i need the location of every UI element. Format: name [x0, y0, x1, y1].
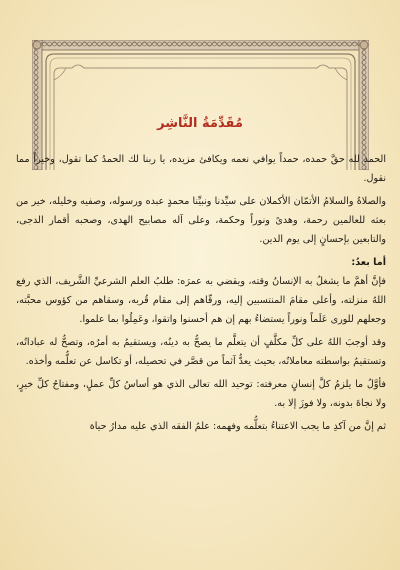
page-title: مُقَدِّمَةُ النَّاشِر — [157, 116, 243, 131]
paragraph-fiqh: ثم إنَّ من آكدِ ما يجب الاعتناءُ بتعلُّمه وفهمه: علمُ الفقه الذي عليه مدارُ حياة — [89, 421, 386, 432]
paragraph-salutation: والصلاةُ والسلامُ الأتمّان الأكملان على سيِّدنا ونبيِّنا محمدٍ عبده ورسوله، وصفيه وخليله، خير من بعثه للعالمين رحمة، وهدىً ونوراً وحكمة، وعلى آله مصابيح الهدى، وصحبه أقمار الدجى، والتابعين بإحسانٍ إلى يوم الدين. — [16, 196, 386, 245]
paragraph-knowledge: فإنَّ أهمَّ ما يشغلُ به الإنسانُ وقته، ويقضي به عمرَه: طلبُ العلم الشرعيِّ الشَّريف، الذي رفع اللهُ منزلته، وأعلى مقامَ المنتسبين إليه، ورقّاهم إلى مقام قُربه، وسقاهم من كؤوس محبَّته، وجعلهم للورى عَلَماً ونوراً يستضاءُ بهم إن هم أحسنوا واتقوا، وعَمِلُوا بما علموا. — [16, 276, 386, 325]
paragraph-obligation: وقد أوجبَ اللهُ على كلِّ مكلَّفٍ أن يتعلَّم ما يصحُّ به دينُه، ويستقيمُ به أمرُه، وتصحُّ له عباداتُه، وتستقيمُ بواسطته معاملاتُه، بحيث يعدُّ آثماً من قصَّر في تحصيله، أو تكاسل عن تعلُّمه وأخذه. — [16, 337, 386, 367]
document-body — [16, 150, 386, 440]
paragraph-tawhid: فأوَّلُ ما يلزمُ كلَّ إنسانٍ معرفته: توحيد الله تعالى الذي هو أساسُ كلِّ عملٍ، ومفتاحُ كلِّ خيرٍ، ولا نجاةَ بدونه، ولا فوزَ إلا به. — [16, 379, 386, 409]
section-heading-amma-baad: أما بعدُ: — [351, 257, 386, 268]
paragraph-praise: الحمد لله حقَّ حمده، حمداً يوافي نعمه ويكافئ مزيده، يا ربنا لك الحمدُ كما تقول، وخيراً مما نقول. — [16, 154, 386, 184]
